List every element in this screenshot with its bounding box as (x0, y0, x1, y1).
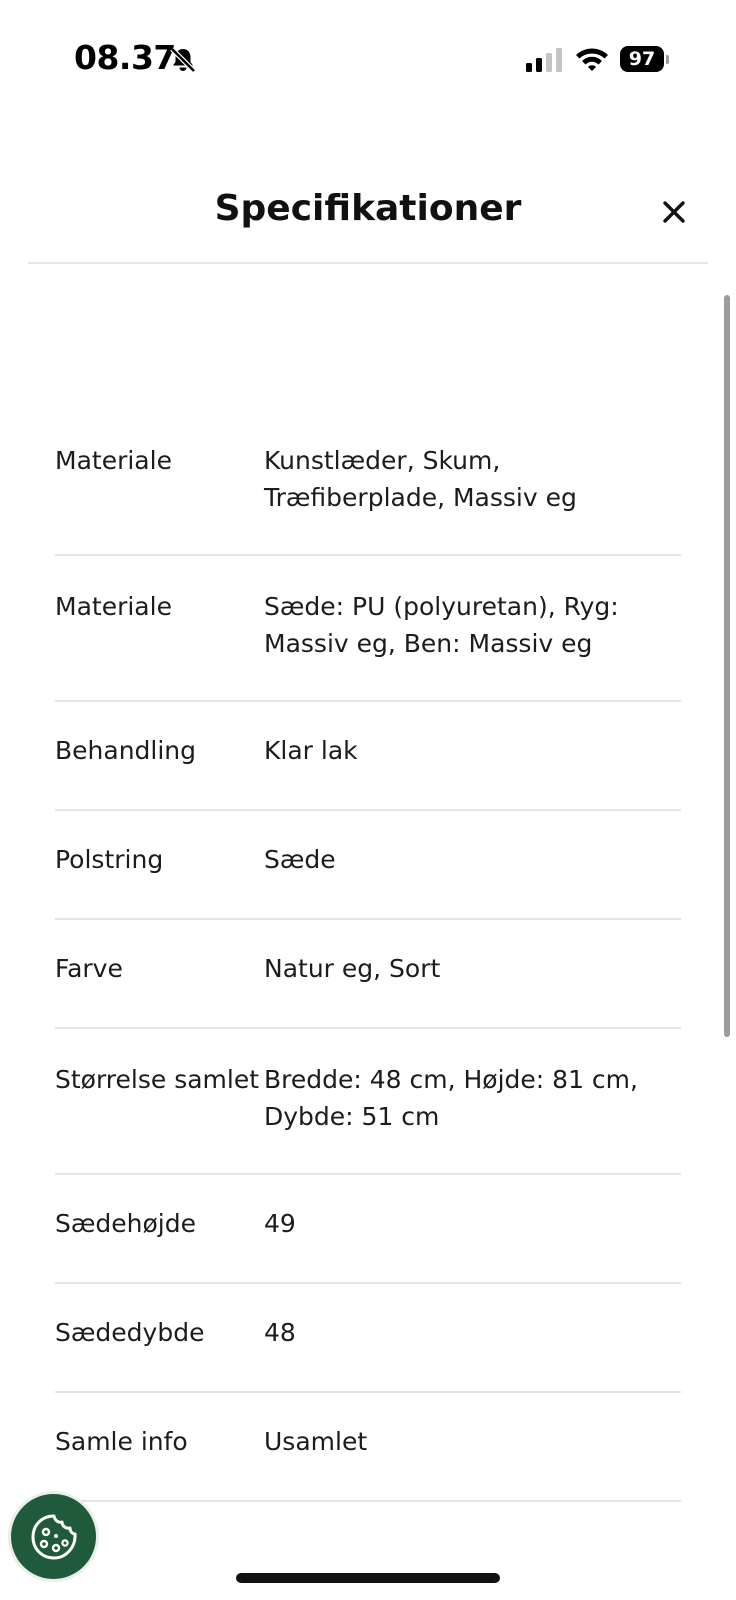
spec-label: Materiale (55, 446, 172, 475)
table-row (55, 702, 681, 811)
spec-value: Sæde: PU (polyuretan), Ryg: Massiv eg, Ben: Massiv eg (264, 592, 619, 658)
status-bar (0, 0, 736, 120)
page-title: Specifikationer (214, 188, 522, 229)
spec-value: 48 (264, 1318, 296, 1347)
table-row (55, 1175, 681, 1284)
spec-value: Kunstlæder, Skum, Træfiberplade, Massiv eg (264, 446, 577, 512)
table-row (55, 410, 681, 556)
spec-value: Klar lak (264, 736, 358, 765)
battery-icon (620, 46, 668, 72)
table-row (55, 1393, 681, 1502)
scrollbar[interactable] (724, 295, 730, 1037)
spec-value: Sæde (264, 845, 336, 874)
spec-label: Størrelse samlet (55, 1065, 260, 1094)
home-indicator[interactable] (236, 1573, 500, 1583)
spec-value: Usamlet (264, 1427, 368, 1456)
status-time: 08.37 (74, 38, 176, 77)
table-row (55, 1284, 681, 1393)
spec-label: Polstring (55, 845, 164, 874)
spec-value: 49 (264, 1209, 296, 1238)
spec-label: Sædedybde (55, 1318, 205, 1347)
spec-value: Bredde: 48 cm, Højde: 81 cm, Dybde: 51 cm (264, 1065, 638, 1131)
wifi-icon (574, 45, 610, 73)
bell-slash-icon (169, 46, 197, 74)
table-row (55, 1029, 681, 1175)
close-icon[interactable] (660, 198, 688, 226)
spec-label: Samle info (55, 1427, 188, 1456)
spec-label: Materiale (55, 592, 172, 621)
cellular-signal-icon (526, 48, 564, 72)
spec-label: Farve (55, 954, 123, 983)
battery-level: 97 (620, 46, 664, 72)
modal-header (28, 170, 708, 264)
table-row (55, 556, 681, 702)
spec-label: Sædehøjde (55, 1209, 197, 1238)
cookie-icon (29, 1512, 79, 1562)
battery-tip (666, 55, 669, 64)
spec-table (55, 410, 681, 1502)
cookie-settings-button[interactable] (8, 1491, 99, 1582)
table-row (55, 920, 681, 1029)
spec-label: Behandling (55, 736, 197, 765)
spec-value: Natur eg, Sort (264, 954, 441, 983)
table-row (55, 811, 681, 920)
